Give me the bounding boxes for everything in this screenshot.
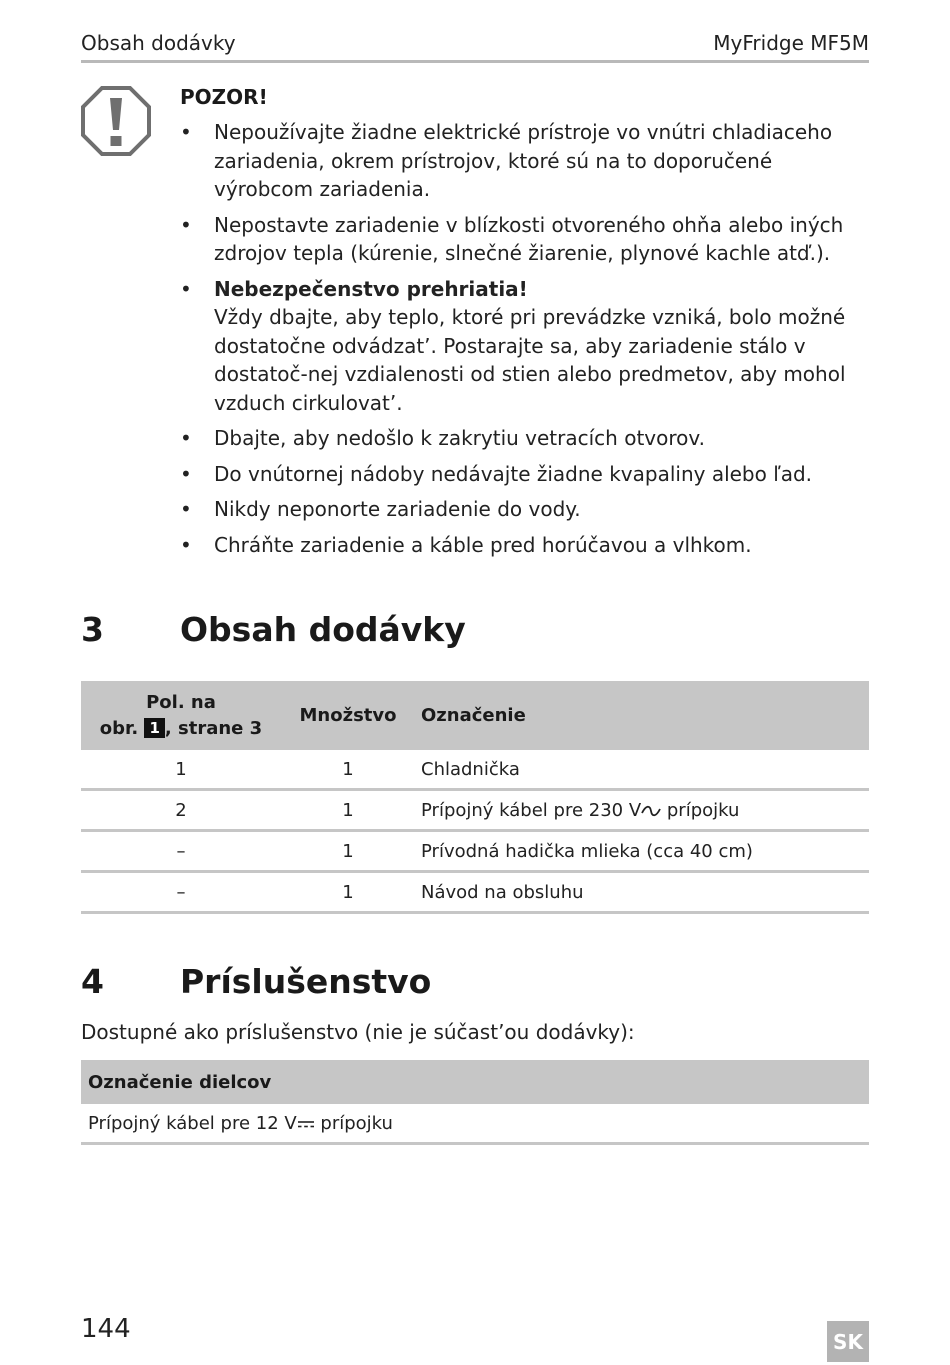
bullet-marker: • xyxy=(180,461,192,486)
col-header-position-line1: Pol. na xyxy=(146,691,216,713)
cell-name xyxy=(415,790,869,831)
list-item-text: Dbajte, aby nedošlo k zakrytiu vetracích otvorov. xyxy=(214,426,706,450)
running-header-right: MyFridge MF5M xyxy=(713,31,869,55)
cell-name: Prívodná hadička mlieka (cca 40 cm) xyxy=(415,831,869,872)
dc-symbol-icon xyxy=(297,1119,315,1129)
warning-title: POZOR! xyxy=(180,85,268,109)
list-item-text: Chráňte zariadenie a káble pred horúčavou a vlhkom. xyxy=(214,532,752,557)
list-item-text: Nepoužívajte žiadne elektrické prístroje vo vnútri chladiaceho zariadenia, okrem prístrojov, ktoré sú na to doporučené výrobcom zariadenia. xyxy=(214,120,833,201)
cell-part-name-end: prípojku xyxy=(314,1112,393,1134)
language-badge: SK xyxy=(827,1321,869,1362)
list-item xyxy=(180,424,870,453)
section-3-title: Obsah dodávky xyxy=(180,610,466,649)
page-number: 144 xyxy=(81,1314,131,1344)
cell-name: Návod na obsluhu xyxy=(415,872,869,913)
list-item xyxy=(180,531,870,560)
bullet-marker: • xyxy=(180,497,192,521)
list-item xyxy=(180,118,870,204)
table-row xyxy=(81,831,869,872)
running-header-left: Obsah dodávky xyxy=(81,31,236,55)
cell-part-name xyxy=(81,1104,869,1144)
cell-quantity: 1 xyxy=(281,790,415,831)
cell-name-start: Prípojný kábel pre 230 V xyxy=(421,799,642,821)
cell-name: Chladnička xyxy=(415,750,869,790)
table-header-row xyxy=(81,1060,869,1104)
list-item xyxy=(180,275,870,418)
cell-position: – xyxy=(81,872,281,913)
header-divider xyxy=(81,60,869,63)
list-item-text: Do vnútornej nádoby nedávajte žiadne kvapaliny alebo ľad. xyxy=(214,461,813,486)
delivery-table xyxy=(81,681,869,914)
figure-number-badge: 1 xyxy=(144,718,164,738)
table-row xyxy=(81,790,869,831)
list-item-text: Nikdy neponorte zariadenie do vody. xyxy=(214,497,581,521)
table-header-row xyxy=(81,681,869,750)
cell-position: 1 xyxy=(81,750,281,790)
accessories-table xyxy=(81,1060,869,1145)
cell-position: – xyxy=(81,831,281,872)
col-header-name: Označenie xyxy=(415,681,869,750)
col-header-position xyxy=(81,681,281,750)
list-item-heading: Nebezpečenstvo prehriatia! xyxy=(214,276,528,301)
list-item xyxy=(180,211,870,268)
list-item xyxy=(180,460,870,489)
warning-list xyxy=(180,118,870,566)
list-item-text: Vždy dbajte, aby teplo, ktoré pri prevádzke vzniká, bolo možné dostatočne odvádzat’. Postarajte sa, aby zariadenie stálo v dostatoč-nej vzdialenosti od stien alebo predmetov, aby mohol vzduch cirkulovat’. xyxy=(214,305,846,415)
cell-name-end: prípojku xyxy=(661,799,740,821)
warning-octagon-icon xyxy=(81,86,151,156)
list-item xyxy=(180,495,870,524)
cell-quantity: 1 xyxy=(281,750,415,790)
cell-position: 2 xyxy=(81,790,281,831)
bullet-marker: • xyxy=(180,276,192,301)
ac-symbol-icon xyxy=(641,805,661,817)
section-4-number: 4 xyxy=(81,962,104,1001)
col-header-position-prefix: obr. xyxy=(99,717,139,739)
cell-part-name-start: Prípojný kábel pre 12 V xyxy=(88,1112,297,1134)
col-header-part-name: Označenie dielcov xyxy=(81,1060,869,1104)
table-row xyxy=(81,1104,869,1144)
list-item-text: Nepostavte zariadenie v blízkosti otvoreného ohňa alebo iných zdrojov tepla (kúrenie, slnečné žiarenie, plynové kachle atď.). xyxy=(214,212,844,265)
cell-quantity: 1 xyxy=(281,872,415,913)
section-4-title: Príslušenstvo xyxy=(180,962,432,1001)
col-header-position-suffix: , strane 3 xyxy=(164,717,263,739)
table-row xyxy=(81,750,869,790)
bullet-marker: • xyxy=(180,120,192,144)
col-header-quantity: Množstvo xyxy=(281,681,415,750)
bullet-marker: • xyxy=(180,532,192,557)
table-row xyxy=(81,872,869,913)
bullet-marker: • xyxy=(180,212,192,237)
section-3-number: 3 xyxy=(81,610,104,649)
bullet-marker: • xyxy=(180,426,192,450)
accessories-intro: Dostupné ako príslušenstvo (nie je súčast’ou dodávky): xyxy=(81,1020,635,1044)
cell-quantity: 1 xyxy=(281,831,415,872)
